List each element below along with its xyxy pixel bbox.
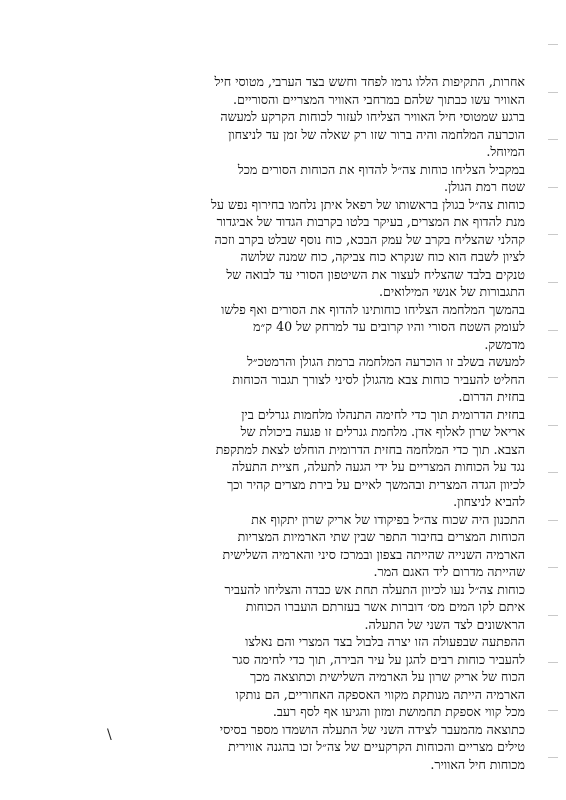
margin-mark (548, 710, 558, 711)
margin-mark (548, 139, 558, 140)
text-line: מכוחות חיל האוויר. (430, 756, 525, 772)
body-text (108, 73, 525, 773)
text-line: קהלני שהצליח בקרב של עמק הבכא, כוח נוסף שבלט בקרב וזכה (214, 231, 525, 247)
page-number: \ (107, 727, 112, 743)
text-line: הראשונים לצד השני של התעלה. (364, 616, 525, 632)
text-line: לציון לשבח הוא כוח שנקרא כוח צביקה, כוח שמנה שלושה (240, 249, 525, 264)
margin-mark (548, 92, 558, 93)
margin-mark (548, 330, 558, 331)
text-line: בחזית הדרומית תוך כדי לחימה התנהלו מלחמות גנרלים בין (241, 406, 525, 422)
text-line: התגבורות של אנשי המילואים. (379, 284, 525, 299)
text-line: מדמשק. (484, 336, 525, 352)
text-line: אחרות, התקיפות הללו גרמו לפחד וחשש בצד הערבי, מטוסי חיל (214, 74, 525, 89)
text-line: החליט להעביר כוחות צבא מהגולן לסיני לצורך תגבור הכוחות (232, 371, 525, 387)
text-line: להעביר כוחות רבים להגן על עיר הבירה, תוך כדי לחימה סגר (232, 651, 525, 667)
text-line: ההפתעה שבפעולה הזו יצרה בלבול בצד המצרי והם נאלצו (245, 634, 525, 649)
text-line: ברגע שמטוסי חיל האוויר הצליחו לעזור לכוחות הקרקע למעשה (220, 109, 525, 124)
margin-mark (548, 567, 558, 568)
text-line: הכוח של אריק שרון על הארמיה השלישית וכתוצאה מכך (250, 669, 525, 684)
text-line: הארמיה הייתה מנותקת מקווי האספקה האחוריים, הם נותקו (235, 686, 525, 702)
text-line: האוויר עשו כבתוך שלהם במרחבי האוויר המצריים והסוריים. (233, 91, 525, 107)
text-line: למעשה בשלב זו הוכרעה המלחמה ברמת הגולן והרמטכ״ל (247, 354, 525, 369)
margin-mark (548, 425, 558, 426)
text-line: שטח רמת הגולן. (443, 179, 525, 194)
margin-mark (548, 234, 558, 235)
text-line: הארמיה השנייה שהייתה בצפון ובמרכז סיני והארמיה השלישית (222, 546, 525, 562)
text-line: מכל קווי אספקת תחמושת ומזון והגיעו אף לסף רעב. (272, 704, 525, 719)
text-line: לכיוון הגדה המצרית ובהמשך לאיים על בירת מצרים קהיר וכך (227, 476, 525, 492)
margin-mark (548, 472, 558, 473)
text-line: כוחות צה״ל בגולן בראשותו של רפאל איתן נלחמו בחירוף נפש על (211, 196, 525, 212)
text-line: המיוחל. (486, 144, 525, 159)
text-line: בחזית הדרום. (458, 389, 525, 404)
text-line: מנת להדוף את המצרים, בעיקר בלטו בקרבות הגדוד של אביגדור (216, 214, 525, 229)
margin-mark (548, 44, 558, 45)
text-line: שהייתה מדרום ליד האגם המר. (373, 564, 525, 579)
margin-mark (548, 282, 558, 283)
margin-mark (548, 377, 558, 378)
text-line: הכוחות המצרים בחיבור התפר שבין שתי הארמיות המצריות (237, 529, 525, 544)
text-line: הצבא. תוך כדי המלחמה בחזית הדרומית הוחלט לצאת למתקפת (215, 441, 525, 457)
margin-mark (548, 520, 558, 521)
margin-mark (548, 615, 558, 616)
text-line: בהמשך המלחמה הצליחו כוחותינו להדוף את הסורים ואף פלשו (221, 301, 525, 317)
text-line: אריאל שרון לאלוף אדן. מלחמת גנרלים זו פגעה ביכולת של (240, 424, 525, 439)
margin-mark (548, 757, 558, 758)
text-line: טנקים בלבד שהצליח לעצור את השיטפון הסורי עד לבואה של (226, 266, 525, 282)
text-line: הוכרעה המלחמה והיה ברור שזו רק שאלה של זמן עד לניצחון (228, 126, 525, 142)
text-line: כוחות צה״ל נעו לכיוון התעלה תחת אש כבדה והצליחו להעביר (224, 581, 525, 597)
text-line: לעומק השטח הסורי והיו קרובים עד למרחק של 40 ק״מ (253, 319, 525, 334)
text-line: להביא לניצחון. (453, 494, 525, 509)
text-line: טילים מצריים והכוחות הקרקעיים של צה״ל זכו בהגנה אווירית (228, 739, 525, 754)
text-line: התכנון היה שכוח צה״ל בפיקודו של אריק שרון יתקוף את (251, 511, 525, 527)
margin-mark (548, 187, 558, 188)
text-line: כתוצאה מהמעבר לצידה השני של התעלה הושמדו מספר בסיסי (219, 721, 525, 737)
margin-marks (546, 0, 558, 800)
text-line: נגד על הכוחות המצריים על ידי הגעה לתעלה, חציית התעלה (231, 459, 525, 474)
text-line: איתם לקו המים מס׳ דוברות אשר בעזרתם הועברו הכוחות (245, 599, 525, 614)
text-line: במקביל הצליחו כוחות צה״ל להדוף את הכוחות הסורים מכל (237, 161, 525, 177)
margin-mark (548, 662, 558, 663)
